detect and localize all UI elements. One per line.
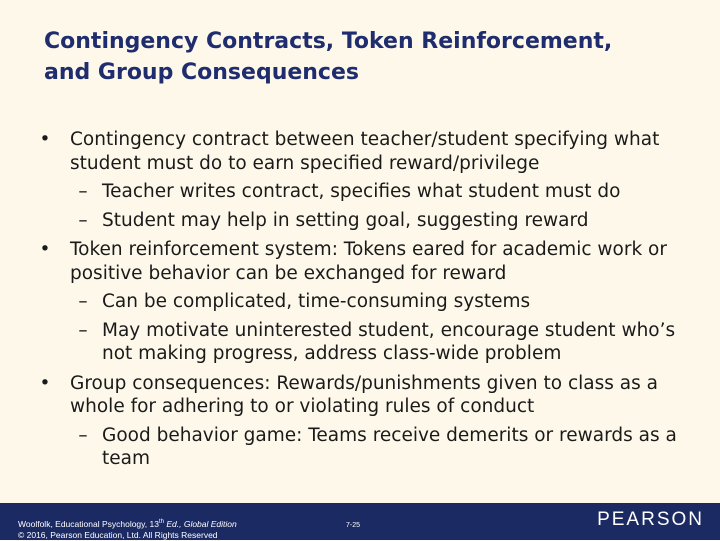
citation-prefix: Woolfolk, Educational Psychology, 13	[18, 518, 159, 529]
citation-line	[18, 517, 237, 530]
bullet-dot: •	[39, 372, 51, 394]
title-line-2: and Group Consequences	[44, 60, 359, 85]
footer-citation	[18, 517, 237, 541]
bullet-dot: •	[39, 239, 51, 260]
sub-bullet-dash: –	[78, 291, 88, 312]
bullet-list	[30, 128, 700, 471]
sub-bullet-item	[30, 209, 700, 233]
bullet-text: Contingency contract between teacher/student specifying what student must do to earn specified reward/privilege	[70, 129, 660, 174]
sub-bullet-text: Can be complicated, time-consuming systems	[102, 291, 531, 312]
sub-bullet-dash: –	[78, 319, 88, 341]
pearson-logo: PEARSON	[597, 509, 704, 530]
footer-bar	[0, 503, 720, 540]
slide-title	[44, 26, 704, 88]
sub-bullet-item	[30, 424, 700, 471]
bullet-item	[30, 238, 700, 285]
sub-bullet-item	[30, 290, 700, 314]
bullet-text: Group consequences: Rewards/punishments given to class as a whole for adhering to or violating rules of conduct	[70, 372, 658, 417]
title-line-1: Contingency Contracts, Token Reinforcement,	[44, 29, 613, 54]
sub-bullet-text: May motivate uninterested student, encourage student who’s not making progress, address class-wide problem	[102, 319, 676, 364]
bullet-item	[30, 372, 700, 419]
sub-bullet-item	[30, 180, 700, 204]
copyright-text: © 2016, Pearson Education, Ltd. All Rights Reserved	[18, 529, 218, 540]
sub-bullet-dash: –	[78, 424, 88, 446]
bullet-text: Token reinforcement system: Tokens eared for academic work or positive behavior can be exchanged for reward	[70, 239, 667, 284]
sub-bullet-item	[30, 319, 700, 366]
sub-bullet-dash: –	[78, 209, 88, 231]
bullet-item	[30, 128, 700, 175]
citation-superscript: th	[158, 519, 164, 525]
sub-bullet-dash: –	[78, 181, 88, 202]
page-number: 7-25	[346, 522, 361, 529]
sub-bullet-text: Student may help in setting goal, suggesting reward	[102, 209, 589, 231]
citation-suffix: Ed., Global Edition	[163, 518, 237, 529]
sub-bullet-text: Teacher writes contract, specifies what student must do	[102, 181, 621, 202]
bullet-dot: •	[39, 129, 51, 150]
sub-bullet-text: Good behavior game: Teams receive demerits or rewards as a team	[102, 424, 677, 469]
